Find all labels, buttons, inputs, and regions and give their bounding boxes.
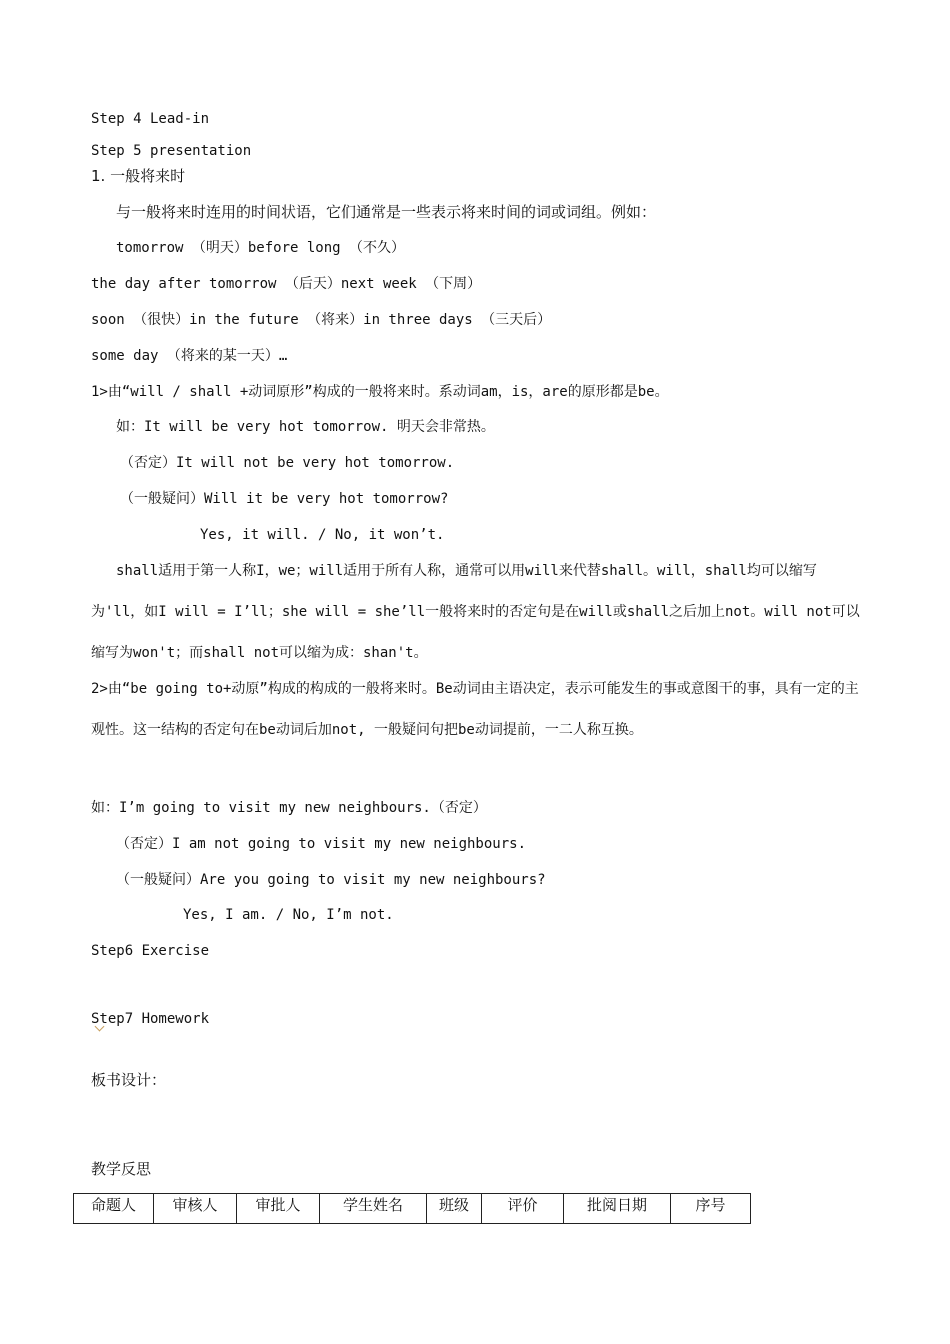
table-cell: 评价 — [482, 1194, 564, 1224]
step6-heading: Step6 Exercise — [91, 943, 210, 959]
time-adverbials-1: tomorrow （明天）before long （不久） — [116, 240, 406, 256]
table-cell: 审核人 — [154, 1194, 237, 1224]
signoff-table — [73, 1193, 751, 1224]
example-2-negative: （否定）I am not going to visit my new neighbours. — [116, 836, 527, 852]
example-2-question: （一般疑问）Are you going to visit my new neighbours? — [116, 872, 546, 888]
example-2: 如：I’m going to visit my new neighbours.（否定） — [91, 800, 487, 816]
rule-will-shall: 1>由“will / shall +动词原形”构成的一般将来时。系动词am，is，are的原形都是be。 — [91, 384, 669, 400]
board-design-label: 板书设计： — [91, 1071, 167, 1089]
paragraph-shall-will — [91, 551, 861, 674]
table-cell: 批阅日期 — [564, 1194, 671, 1224]
time-adverbials-4: some day （将来的某一天）… — [91, 348, 288, 364]
step5-heading: Step 5 presentation — [91, 143, 252, 159]
example-1-answer: Yes, it will. / No, it won’t. — [200, 527, 445, 543]
table-cell: 学生姓名 — [320, 1194, 427, 1224]
example-2-answer: Yes, I am. / No, I’m not. — [183, 907, 394, 923]
table-cell: 班级 — [427, 1194, 482, 1224]
time-adverbials-3: soon （很快）in the future （将来）in three days （三天后） — [91, 312, 552, 328]
step4-heading: Step 4 Lead-in — [91, 111, 210, 127]
example-1-negative: （否定）It will not be very hot tomorrow. — [120, 455, 455, 471]
step7-heading: Step7 Homework — [91, 1011, 210, 1027]
paragraph-shall-will-text: shall适用于第一人称I，we；will适用于所有人称，通常可以用will来代替shall。will，shall均可以缩写为'll，如I will = I’ll；she will = she’ll一般将来时的否定句是在will或shall之后加上not。will not可以缩写为won't；而shall not可以缩为成：shan't。 — [91, 563, 860, 661]
example-1: 如：It will be very hot tomorrow. 明天会非常热。 — [116, 419, 495, 435]
paragraph-be-going-to: 2>由“be going to+动原”构成的构成的一般将来时。Be动词由主语决定，表示可能发生的事或意图干的事，具有一定的主观性。这一结构的否定句在be动词后加not, 一般疑问句把be动词提前，一二人称互换。 — [91, 681, 859, 738]
example-1-question: （一般疑问）Will it be very hot tomorrow? — [120, 491, 449, 507]
time-adverbials-2: the day after tomorrow （后天）next week （下周） — [91, 276, 482, 292]
intro-text: 与一般将来时连用的时间状语，它们通常是一些表示将来时间的词或词组。例如： — [116, 203, 657, 221]
teaching-reflection-label: 教学反思 — [91, 1160, 152, 1178]
table-cell: 序号 — [671, 1194, 751, 1224]
section-1-title: 1. 一般将来时 — [91, 167, 186, 185]
table-cell: 命题人 — [74, 1194, 154, 1224]
table-cell: 审批人 — [237, 1194, 320, 1224]
table-row — [74, 1194, 751, 1224]
